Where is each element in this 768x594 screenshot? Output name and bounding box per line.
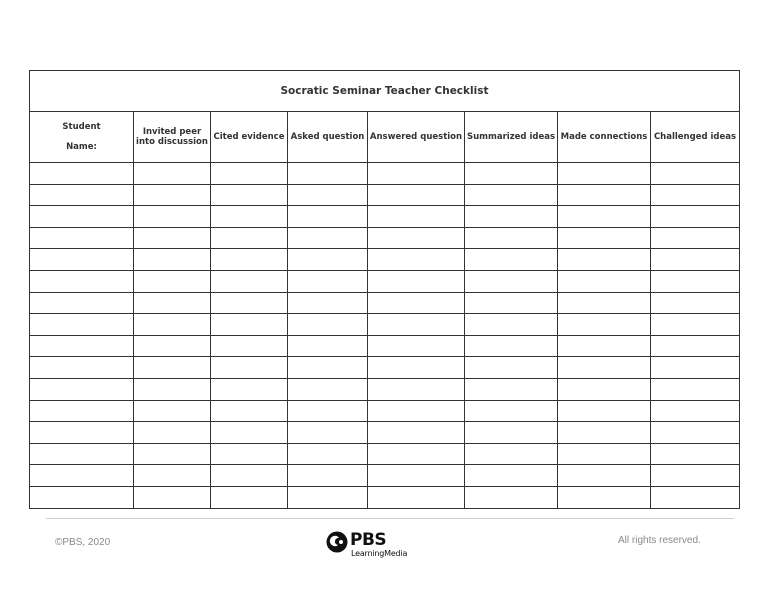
checklist-cell[interactable]	[288, 314, 368, 336]
column-header: Summarized ideas	[465, 112, 558, 163]
checklist-cell[interactable]	[368, 163, 465, 185]
logo-subtitle: LearningMedia	[351, 549, 408, 558]
checklist-cell[interactable]	[288, 465, 368, 487]
student-name-cell[interactable]	[30, 249, 134, 271]
checklist-cell[interactable]	[651, 292, 740, 314]
copyright-text: ©PBS, 2020	[55, 537, 111, 548]
checklist-cell[interactable]	[465, 335, 558, 357]
checklist-cell[interactable]	[134, 163, 211, 185]
checklist-cell[interactable]	[651, 335, 740, 357]
checklist-cell[interactable]	[288, 335, 368, 357]
checklist-cell[interactable]	[465, 270, 558, 292]
checklist-cell[interactable]	[368, 357, 465, 379]
checklist-cell[interactable]	[465, 249, 558, 271]
checklist-cell[interactable]	[211, 357, 288, 379]
checklist-cell[interactable]	[558, 378, 651, 400]
student-name-cell[interactable]	[30, 163, 134, 185]
checklist-cell[interactable]	[465, 227, 558, 249]
checklist-cell[interactable]	[651, 163, 740, 185]
checklist-cell[interactable]	[288, 184, 368, 206]
checklist-cell[interactable]	[288, 422, 368, 444]
column-header: Asked question	[288, 112, 368, 163]
checklist-cell[interactable]	[558, 314, 651, 336]
checklist-cell[interactable]	[134, 400, 211, 422]
checklist-cell[interactable]	[465, 163, 558, 185]
checklist-cell[interactable]	[288, 163, 368, 185]
column-header: Cited evidence	[211, 112, 288, 163]
checklist-cell[interactable]	[288, 400, 368, 422]
checklist-cell[interactable]	[211, 335, 288, 357]
checklist-cell[interactable]	[368, 465, 465, 487]
checklist-cell[interactable]	[558, 357, 651, 379]
student-name-cell[interactable]	[30, 400, 134, 422]
checklist-cell[interactable]	[211, 465, 288, 487]
student-name-cell[interactable]	[30, 378, 134, 400]
checklist-cell[interactable]	[211, 206, 288, 228]
checklist-cell[interactable]	[651, 184, 740, 206]
checklist-cell[interactable]	[368, 206, 465, 228]
name-label: Name:	[66, 142, 97, 152]
checklist-cell[interactable]	[558, 227, 651, 249]
table-row	[30, 292, 740, 314]
checklist-cell[interactable]	[368, 249, 465, 271]
checklist-cell[interactable]	[134, 249, 211, 271]
checklist-cell[interactable]	[368, 227, 465, 249]
checklist-cell[interactable]	[288, 292, 368, 314]
checklist-cell[interactable]	[465, 314, 558, 336]
checklist-cell[interactable]	[465, 400, 558, 422]
checklist-cell[interactable]	[368, 314, 465, 336]
student-name-cell[interactable]	[30, 206, 134, 228]
rights-text: All rights reserved.	[618, 535, 701, 546]
checklist-cell[interactable]	[211, 292, 288, 314]
pbs-learningmedia-logo	[326, 530, 426, 562]
checklist-cell[interactable]	[558, 206, 651, 228]
checklist-cell[interactable]	[288, 443, 368, 465]
column-header: Invited peer into discussion	[134, 112, 211, 163]
checklist-cell[interactable]	[211, 314, 288, 336]
checklist-cell[interactable]	[134, 227, 211, 249]
checklist-cell[interactable]	[368, 378, 465, 400]
checklist-cell[interactable]	[211, 400, 288, 422]
checklist-cell[interactable]	[651, 400, 740, 422]
table-row	[30, 465, 740, 487]
checklist-cell[interactable]	[134, 206, 211, 228]
table-row	[30, 357, 740, 379]
checklist-cell[interactable]	[288, 357, 368, 379]
checklist-cell[interactable]	[288, 378, 368, 400]
student-name-cell[interactable]	[30, 422, 134, 444]
checklist-cell[interactable]	[134, 422, 211, 444]
checklist-cell[interactable]	[134, 292, 211, 314]
student-name-cell[interactable]	[30, 335, 134, 357]
checklist-cell[interactable]	[134, 314, 211, 336]
checklist-cell[interactable]	[558, 422, 651, 444]
checklist-cell[interactable]	[211, 249, 288, 271]
student-label: Student	[62, 122, 101, 132]
table-row	[30, 163, 740, 185]
checklist-cell[interactable]	[134, 465, 211, 487]
table-row	[30, 314, 740, 336]
table-row	[30, 443, 740, 465]
checklist-cell[interactable]	[211, 422, 288, 444]
checklist-cell[interactable]	[368, 443, 465, 465]
checklist-cell[interactable]	[465, 184, 558, 206]
table-row	[30, 184, 740, 206]
checklist-cell[interactable]	[558, 465, 651, 487]
checklist-cell[interactable]	[651, 227, 740, 249]
checklist-cell[interactable]	[288, 486, 368, 508]
checklist-cell[interactable]	[134, 335, 211, 357]
checklist-cell[interactable]	[134, 378, 211, 400]
checklist-title: Socratic Seminar Teacher Checklist	[30, 71, 740, 112]
checklist-cell[interactable]	[651, 422, 740, 444]
checklist-cell[interactable]	[368, 270, 465, 292]
checklist-cell[interactable]	[465, 422, 558, 444]
checklist-cell[interactable]	[368, 486, 465, 508]
checklist-cell[interactable]	[134, 443, 211, 465]
checklist-cell[interactable]	[558, 335, 651, 357]
logo-word: PBS	[350, 530, 387, 550]
checklist-cell[interactable]	[651, 314, 740, 336]
table-row	[30, 400, 740, 422]
checklist-cell[interactable]	[558, 292, 651, 314]
checklist-cell[interactable]	[211, 443, 288, 465]
student-name-cell[interactable]	[30, 357, 134, 379]
checklist-rows	[30, 163, 740, 509]
checklist-cell[interactable]	[558, 400, 651, 422]
checklist-cell[interactable]	[134, 486, 211, 508]
checklist-cell[interactable]	[288, 249, 368, 271]
checklist-cell[interactable]	[368, 335, 465, 357]
table-row	[30, 335, 740, 357]
checklist-table	[29, 70, 740, 509]
footer-divider	[46, 518, 734, 519]
student-name-header	[30, 112, 134, 163]
checklist-cell[interactable]	[211, 184, 288, 206]
table-row	[30, 422, 740, 444]
checklist-cell[interactable]	[211, 227, 288, 249]
table-row	[30, 206, 740, 228]
checklist-cell[interactable]	[651, 249, 740, 271]
table-row	[30, 378, 740, 400]
column-header: Made connections	[558, 112, 651, 163]
checklist-cell[interactable]	[651, 206, 740, 228]
checklist-cell[interactable]	[465, 443, 558, 465]
checklist-cell[interactable]	[368, 422, 465, 444]
checklist-cell[interactable]	[651, 270, 740, 292]
checklist-cell[interactable]	[288, 270, 368, 292]
student-name-cell[interactable]	[30, 443, 134, 465]
checklist-cell[interactable]	[651, 378, 740, 400]
student-name-cell[interactable]	[30, 227, 134, 249]
column-header: Answered question	[368, 112, 465, 163]
checklist-cell[interactable]	[558, 163, 651, 185]
checklist-cell[interactable]	[211, 163, 288, 185]
checklist-cell[interactable]	[465, 378, 558, 400]
table-row	[30, 249, 740, 271]
table-row	[30, 227, 740, 249]
student-name-cell[interactable]	[30, 314, 134, 336]
checklist-cell[interactable]	[465, 206, 558, 228]
checklist-cell[interactable]	[651, 357, 740, 379]
checklist-cell[interactable]	[368, 292, 465, 314]
checklist-cell[interactable]	[558, 443, 651, 465]
checklist-cell[interactable]	[465, 292, 558, 314]
column-header: Challenged ideas	[651, 112, 740, 163]
checklist-cell[interactable]	[558, 249, 651, 271]
checklist-cell[interactable]	[465, 486, 558, 508]
student-name-cell[interactable]	[30, 486, 134, 508]
student-name-cell[interactable]	[30, 465, 134, 487]
checklist-cell[interactable]	[211, 486, 288, 508]
checklist-cell[interactable]	[134, 357, 211, 379]
student-name-cell[interactable]	[30, 270, 134, 292]
checklist-cell[interactable]	[134, 184, 211, 206]
checklist-cell[interactable]	[211, 378, 288, 400]
student-name-cell[interactable]	[30, 184, 134, 206]
checklist-cell[interactable]	[288, 206, 368, 228]
checklist-cell[interactable]	[651, 443, 740, 465]
checklist-cell[interactable]	[651, 486, 740, 508]
checklist-cell[interactable]	[465, 357, 558, 379]
checklist-cell[interactable]	[368, 184, 465, 206]
checklist-cell[interactable]	[368, 400, 465, 422]
table-row	[30, 270, 740, 292]
checklist-cell[interactable]	[558, 270, 651, 292]
pbs-head-icon	[326, 531, 348, 553]
checklist-cell[interactable]	[465, 465, 558, 487]
student-name-cell[interactable]	[30, 292, 134, 314]
checklist-cell[interactable]	[558, 184, 651, 206]
checklist-cell[interactable]	[558, 486, 651, 508]
checklist-cell[interactable]	[288, 227, 368, 249]
checklist-cell[interactable]	[651, 465, 740, 487]
checklist-cell[interactable]	[211, 270, 288, 292]
table-row	[30, 486, 740, 508]
checklist-cell[interactable]	[134, 270, 211, 292]
